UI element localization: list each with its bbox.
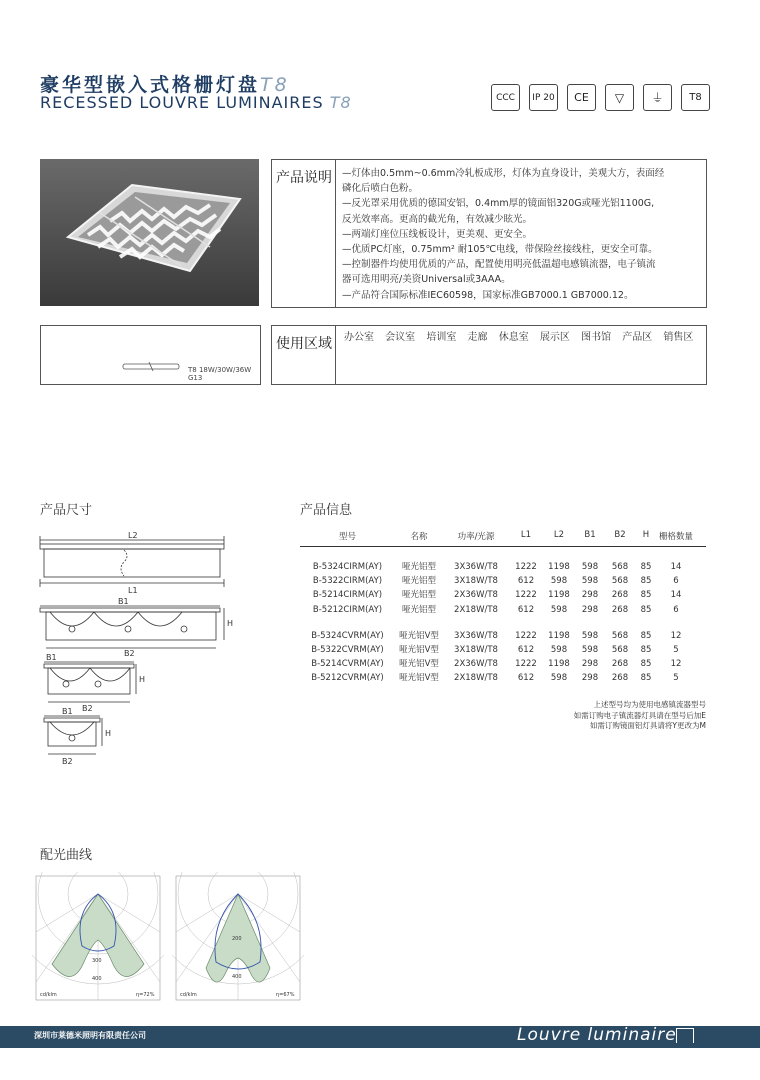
table-cell: 85 [640,590,652,601]
table-cell: 2X18W/T8 [454,673,498,684]
table-cell: 598 [550,673,568,684]
description-panel [271,159,707,308]
usage-panel [271,325,707,385]
label-h-1lamp: H [105,729,112,738]
description-line: 磷化后喷白色粉。 [342,183,419,195]
label-b1-3lamp: B1 [118,597,129,606]
label-b2-1lamp: B2 [62,757,73,766]
header-cell: 栅格数量 [658,532,693,542]
curve-right-label-200: 200 [232,936,242,942]
description-line: —控制器件均使用优质的产品，配置使用明亮低温超电感镇流器，电子镇流 [342,259,656,271]
table-cell: 哑光铝型 [401,590,436,601]
table-cell: 298 [581,604,599,615]
label-h-2lamp: H [139,675,146,684]
page-mark-icon [676,1028,694,1043]
table-cell: 298 [581,673,599,684]
table-cell: 85 [640,659,652,670]
curve-right-unit: cd/klm [180,992,197,998]
table-group-2 [300,629,706,686]
table-cell: 598 [550,604,568,615]
note-line: 如需订购电子镇流器灯具请在型号后加E [573,710,706,720]
table-cell: B-5212CIRM(AY) [312,604,383,615]
t8-mark-icon: T8 [681,84,710,111]
table-cell: 2X36W/T8 [454,659,498,670]
description-text [342,166,700,303]
note-line: 上述型号均为使用电感镇流器型号 [593,700,706,709]
description-line: —两端灯座位压线板设计，更美观、更安全。 [342,228,533,240]
table-cell: 2X36W/T8 [454,590,498,601]
table-row [300,588,706,602]
header-cell: B1 [584,530,596,540]
curve-left-eta: η=72% [136,992,155,998]
label-l1: L1 [128,586,138,595]
table-row [300,560,706,574]
table-row [300,643,706,657]
table-cell: 612 [517,644,535,655]
description-line: 器可选用明亮/美资Universal或3AAA。 [342,274,511,286]
table-cell: 85 [640,673,652,684]
description-line: —优质PC灯座，0.75mm² 耐105℃电线，带保险丝接线柱，更安全可靠。 [342,244,658,256]
table-cell: 3X36W/T8 [454,630,498,641]
certification-marks [491,84,710,111]
table-header [300,530,706,547]
table-cell: 568 [611,562,629,572]
note-line: 如需订购镜面铝灯具请将Y更改为M [589,721,706,730]
table-cell: 14 [670,562,682,572]
curve-left-unit: cd/klm [40,992,57,998]
table-cell: 3X36W/T8 [454,562,498,572]
header-cell: 型号 [338,532,356,542]
table-cell: 1198 [548,630,570,641]
table-cell: 568 [611,576,629,587]
title-en-suffix: T8 [329,93,352,112]
table-cell: 298 [581,659,599,670]
table-cell: 612 [517,576,535,587]
table-cell: 6 [673,604,679,615]
table-cell: 14 [670,590,682,601]
table-cell: 268 [611,673,629,684]
page-title-en [40,93,352,112]
table-cell: B-5214CIRM(AY) [312,590,383,601]
table-cell: 1222 [515,562,537,572]
table-cell: 1222 [515,630,537,641]
table-cell: 268 [611,659,629,670]
table-row [300,574,706,588]
table-cell: 85 [640,644,652,655]
curves-title: 配光曲线 [40,848,93,863]
polar-curve-right [172,872,304,1004]
title-en-text: RECESSED LOUVRE LUMINAIRES [40,93,324,112]
table-cell: 1222 [515,590,537,601]
table-cell: 612 [517,673,535,684]
description-line: —产品符合国际标准IEC60598，国家标准GB7000.1 GB7000.12。 [342,289,634,301]
table-cell: 哑光铝V型 [399,673,439,684]
title-cn-text: 豪华型嵌入式格栅灯盘 [40,74,261,96]
table-cell: 1198 [548,659,570,670]
table-cell: 3X18W/T8 [454,644,498,655]
lamp-spec-line2: G13 [188,374,203,382]
table-cell: 85 [640,562,652,572]
table-cell: B-5322CIRM(AY) [312,576,383,587]
fluorescent-tube-icon [121,362,181,372]
table-cell: 598 [581,630,599,641]
header-cell: L1 [520,530,532,540]
table-cell: 598 [581,644,599,655]
ip20-mark-icon: IP 20 [529,84,558,111]
table-cell: 85 [640,576,652,587]
table-row [300,657,706,671]
table-cell: 598 [550,644,568,655]
label-b2-3lamp: B2 [124,649,135,658]
table-cell: 5 [673,673,679,684]
title-cn-suffix: T8 [260,74,290,96]
table-cell: 598 [550,576,568,587]
table-row [300,629,706,643]
label-b2-2lamp: B2 [82,704,93,713]
product-photo [40,159,259,306]
table-cell: 哑光铝型 [401,562,436,572]
header-cell: B2 [614,530,626,540]
label-l2: L2 [128,531,138,540]
description-line: —灯体由0.5mm~0.6mm冷轧板成形，灯体为直身设计，美观大方，表面经 [342,168,665,179]
table-cell: 哑光铝V型 [399,659,439,670]
ground-mark-icon: ⏚ [643,84,672,111]
table-cell: 598 [581,562,599,572]
table-cell: 12 [670,659,682,670]
table-cell: B-5324CVRM(AY) [311,630,384,641]
table-cell: 85 [640,630,652,641]
dimensions-title: 产品尺寸 [40,503,93,518]
table-cell: B-5324CIRM(AY) [312,562,383,572]
table-row [300,671,706,685]
label-b1-1lamp: B1 [62,707,73,716]
table-cell: 568 [611,644,629,655]
table-cell: 85 [640,604,652,615]
table-cell: 268 [611,604,629,615]
lamp-spec-line1: T8 18W/30W/36W [188,366,252,374]
table-cell: 3X18W/T8 [454,576,498,587]
footer-brand: Louvre luminaire [517,1025,677,1045]
table-cell: 612 [517,604,535,615]
table-cell: 1222 [515,659,537,670]
table-cell: 2X18W/T8 [454,604,498,615]
description-label: 产品说明 [272,160,336,307]
header-cell: L2 [553,530,565,540]
table-cell: 6 [673,576,679,587]
table-cell: 268 [611,590,629,601]
louvre-luminaire-image [40,159,259,306]
curve-right-eta: η=67% [276,992,295,998]
lamp-spec [188,366,251,382]
info-title: 产品信息 [300,503,353,518]
label-b1-2lamp: B1 [46,653,57,662]
table-notes [420,700,706,732]
table-cell: 哑光铝V型 [399,630,439,641]
lamp-panel [40,325,261,385]
ce-mark-icon: CE [567,84,596,111]
table-row [300,603,706,617]
usage-label: 使用区域 [272,326,336,384]
polar-curve-left [32,872,164,1004]
label-h-3lamp: H [227,619,234,628]
product-info-table [300,530,706,686]
table-cell: 5 [673,644,679,655]
table-cell: 哑光铝V型 [399,644,439,655]
header-cell: 名称 [410,532,428,542]
dimension-drawings [36,528,241,773]
table-cell: B-5322CVRM(AY) [311,644,384,655]
footer-company: 深圳市莱德米照明有限责任公司 [34,1031,146,1040]
table-cell: B-5214CVRM(AY) [311,659,384,670]
table-cell: 298 [581,590,599,601]
header-cell: 功率/光源 [457,532,495,542]
description-line: —反光罩采用优质的德国安铝，0.4mm厚的镜面铝320G或哑光铝1100G, [342,198,655,210]
curve-right-label-400: 400 [232,974,242,980]
table-cell: 1198 [548,562,570,572]
table-group-1 [300,560,706,617]
table-cell: B-5212CVRM(AY) [311,673,384,684]
ccc-mark-icon: CCC [491,84,520,111]
table-cell: 哑光铝型 [401,576,436,587]
curve-left-label-300: 300 [92,958,102,964]
table-cell: 598 [581,576,599,587]
table-cell: 12 [670,630,682,641]
f-mark-icon: ▽ [605,84,634,111]
description-line: 反光效率高。更高的截光角，有效减少眩光。 [342,213,533,225]
table-cell: 568 [611,630,629,641]
header-cell: H [642,530,650,540]
usage-areas: 办公室 会议室 培训室 走廊 休息室 展示区 图书馆 产品区 销售区 [344,332,694,343]
curve-left-label-400: 400 [92,976,102,982]
table-cell: 哑光铝型 [401,604,436,615]
table-cell: 1198 [548,590,570,601]
